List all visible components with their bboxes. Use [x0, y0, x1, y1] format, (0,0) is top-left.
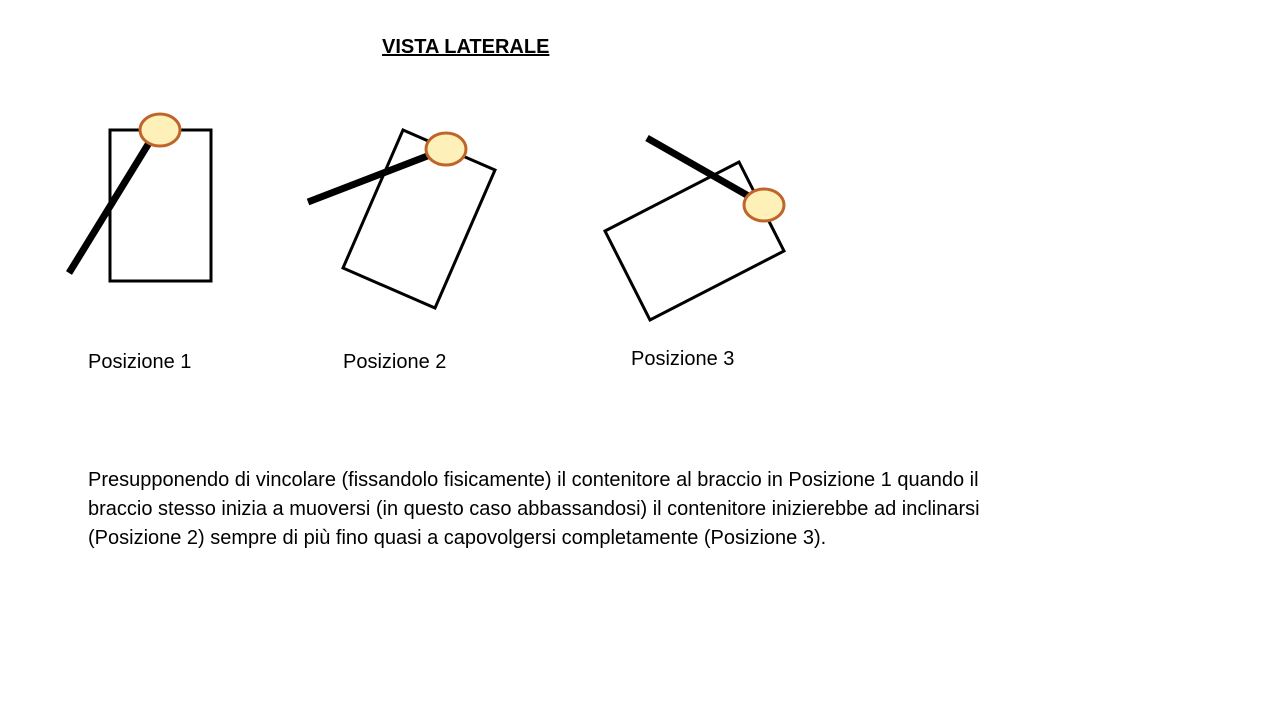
diagram-title: VISTA LATERALE [382, 36, 550, 58]
description-text: Presupponendo di vincolare (fissandolo fisicamente) il contenitore al braccio in Posizione 1 quando il braccio stesso inizia a muoversi (in questo caso abbassandosi) il contenitore inizierebbe ad inclinarsi (Posizione 2) sempre di più fino quasi a capovolgersi completamente (Posizione 3). [88, 469, 980, 549]
arm-position-3 [647, 138, 752, 198]
joint-position-2 [426, 133, 466, 165]
position-2-label: Posizione 2 [343, 351, 447, 373]
joint-position-1 [140, 114, 180, 146]
container-position-3 [605, 162, 784, 320]
position-1-label: Posizione 1 [88, 351, 192, 373]
position-1-figure [69, 114, 211, 281]
position-3-label: Posizione 3 [631, 348, 735, 370]
joint-position-3 [744, 189, 784, 221]
position-3-figure [605, 138, 784, 320]
container-position-1 [110, 130, 211, 281]
arm-position-2 [308, 155, 430, 202]
position-2-figure [308, 130, 495, 308]
